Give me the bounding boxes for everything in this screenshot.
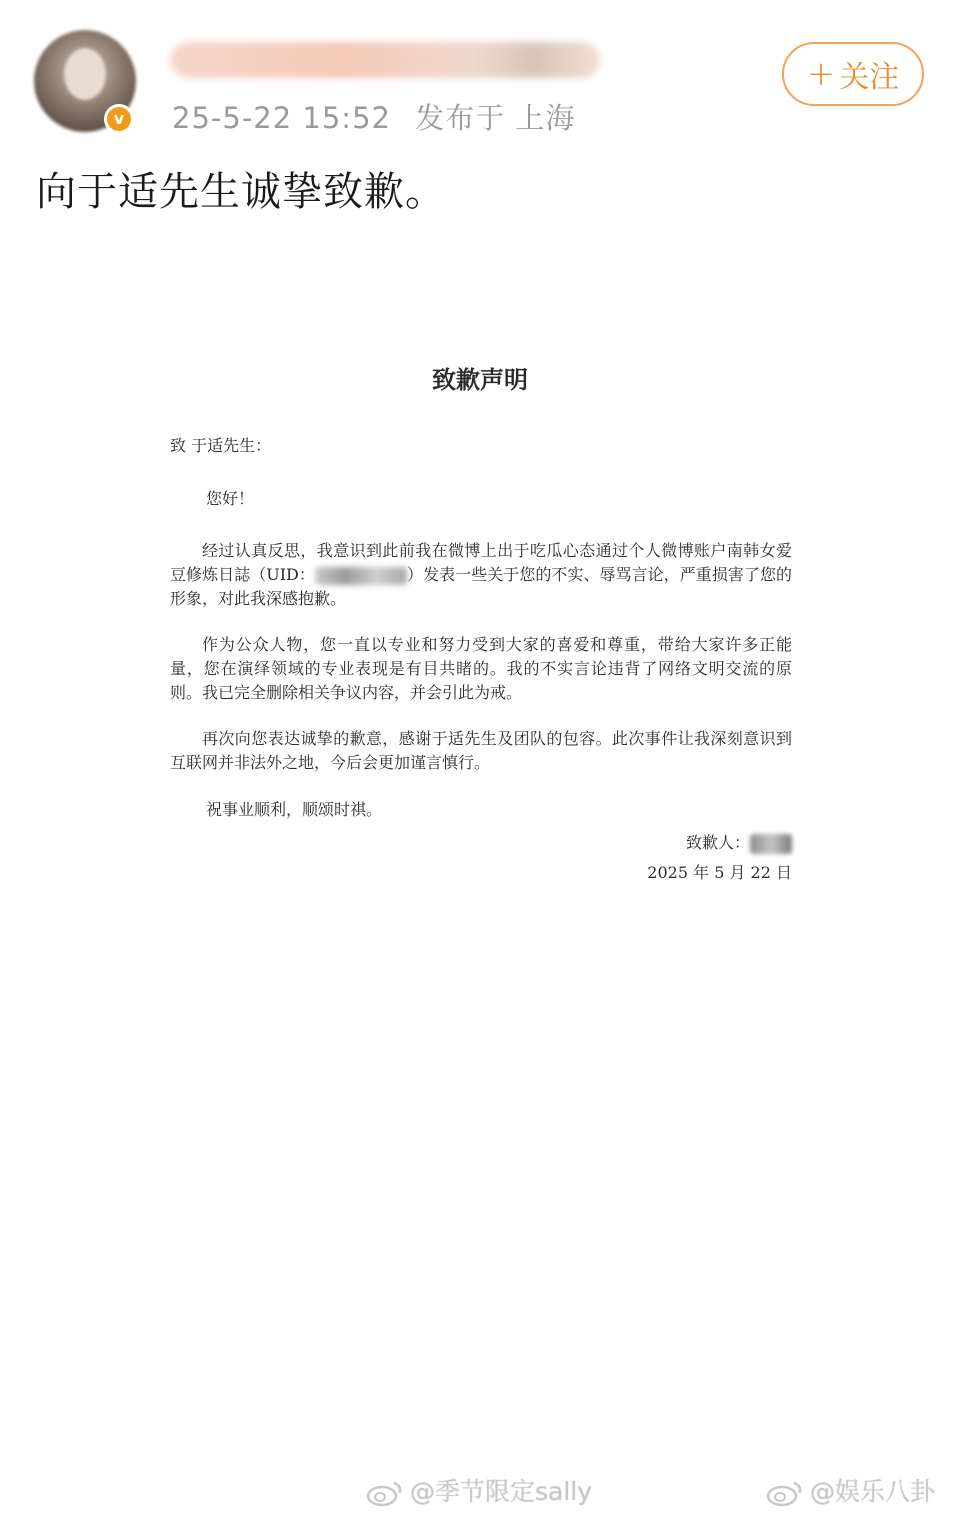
verified-badge-icon: v — [104, 104, 134, 134]
weibo-logo-icon — [766, 1479, 804, 1507]
watermark-right-text: @娱乐八卦 — [810, 1477, 936, 1506]
post-header — [0, 0, 960, 150]
letter-paragraph-1-part-a: 经过认真反思，我意识到此前我在微博上出于吃瓜心态通过个人微博账户南韩女爱豆修炼日誌（UID： — [170, 541, 792, 584]
watermark-left — [366, 1472, 592, 1508]
letter-salutation: 致 于适先生： — [170, 436, 272, 455]
uid-redacted — [315, 567, 407, 585]
letter-paragraph-1-part-b: ）发表一些关于您的不实、辱骂言论，严重损害了您的形象，对此我深感抱歉。 — [170, 565, 792, 608]
letter-paragraph-3: 再次向您表达诚挚的歉意，感谢于适先生及团队的包容。此次事件让我深刻意识到互联网并非法外之地，今后会更加谨言慎行。 — [170, 729, 792, 772]
follow-button[interactable] — [782, 42, 924, 106]
avatar-face — [64, 48, 106, 100]
post-timestamp: 25-5-22 15:52 — [172, 101, 391, 135]
letter-signature — [150, 830, 792, 854]
watermark-left-text: @季节限定sally — [410, 1477, 593, 1506]
post-location: 发布于 上海 — [415, 101, 576, 135]
plus-icon: + — [806, 54, 836, 94]
post-text: 向于适先生诚挚致歉。 — [36, 169, 446, 215]
letter-paragraph-1 — [170, 539, 792, 611]
letter-closing: 祝事业顺利，顺颂时祺。 — [206, 800, 383, 819]
letter-greeting: 您好！ — [206, 489, 255, 508]
post-meta — [172, 96, 589, 137]
signature-label: 致歉人： — [685, 833, 750, 852]
letter-paragraph-2: 作为公众人物，您一直以专业和努力受到大家的喜爱和尊重，带给大家许多正能量，您在演绎领域的专业表现是有目共睹的。我的不实言论违背了网络文明交流的原则。我已完全删除相关争议内容，并会引此为戒。 — [170, 635, 792, 702]
weibo-logo-icon — [366, 1479, 404, 1507]
apology-letter-image[interactable] — [150, 360, 810, 883]
follow-label: 关注 — [839, 60, 900, 95]
letter-title: 致歉声明 — [432, 366, 528, 394]
letter-date: 2025 年 5 月 22 日 — [647, 862, 792, 882]
username-blurred[interactable] — [170, 42, 600, 78]
signature-redacted — [750, 834, 792, 854]
watermark-right — [766, 1472, 935, 1508]
